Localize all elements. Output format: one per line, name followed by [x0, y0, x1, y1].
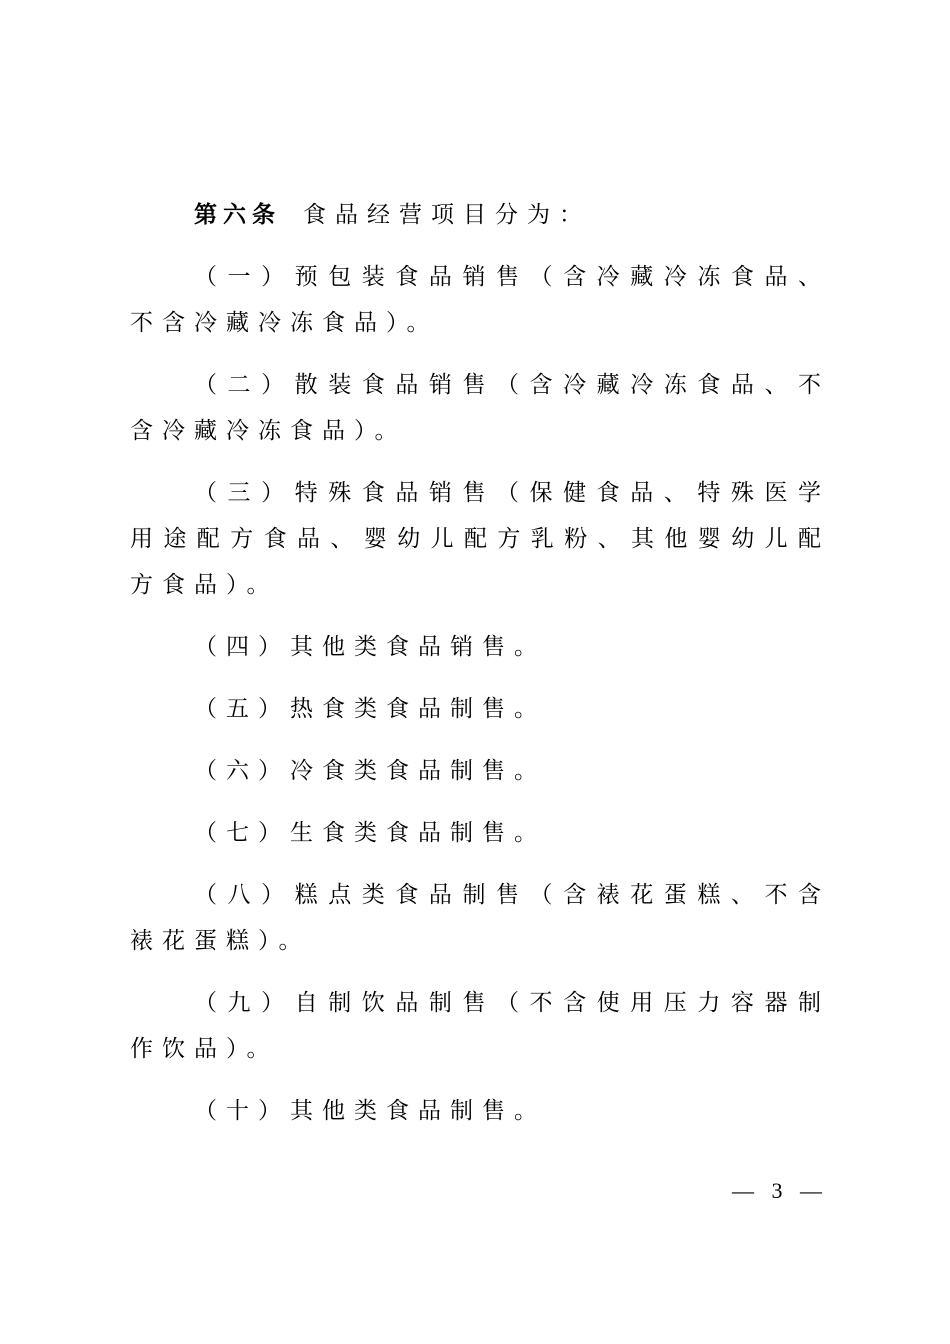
list-item-10: （十）其他类食品制售。: [194, 1098, 546, 1124]
article-number: 第六条: [194, 202, 281, 228]
list-item-2: （二）散装食品销售（含冷藏冷冻食品、不含冷藏冷冻食品）。: [130, 372, 830, 444]
page-number: — 3 —: [732, 1178, 828, 1203]
list-item-9: （九）自制饮品制售（不含使用压力容器制作饮品）。: [130, 990, 830, 1062]
list-item-7: （七）生食类食品制售。: [194, 820, 546, 846]
list-item-3: （三）特殊食品销售（保健食品、特殊医学用途配方食品、婴幼儿配方乳粉、其他婴幼儿配方食品）。: [130, 480, 830, 598]
list-item-8: （八）糕点类食品制售（含裱花蛋糕、不含裱花蛋糕）。: [130, 882, 830, 954]
list-item-1: （一）预包装食品销售（含冷藏冷冻食品、不含冷藏冷冻食品）。: [130, 264, 830, 336]
list-item-6: （六）冷食类食品制售。: [194, 758, 546, 784]
list-item-4: （四）其他类食品销售。: [194, 634, 546, 660]
list-item-5: （五）热食类食品制售。: [194, 696, 546, 722]
article-intro: 食品经营项目分为：: [303, 202, 591, 228]
document-body: [130, 192, 830, 1150]
article-heading: [130, 192, 830, 238]
